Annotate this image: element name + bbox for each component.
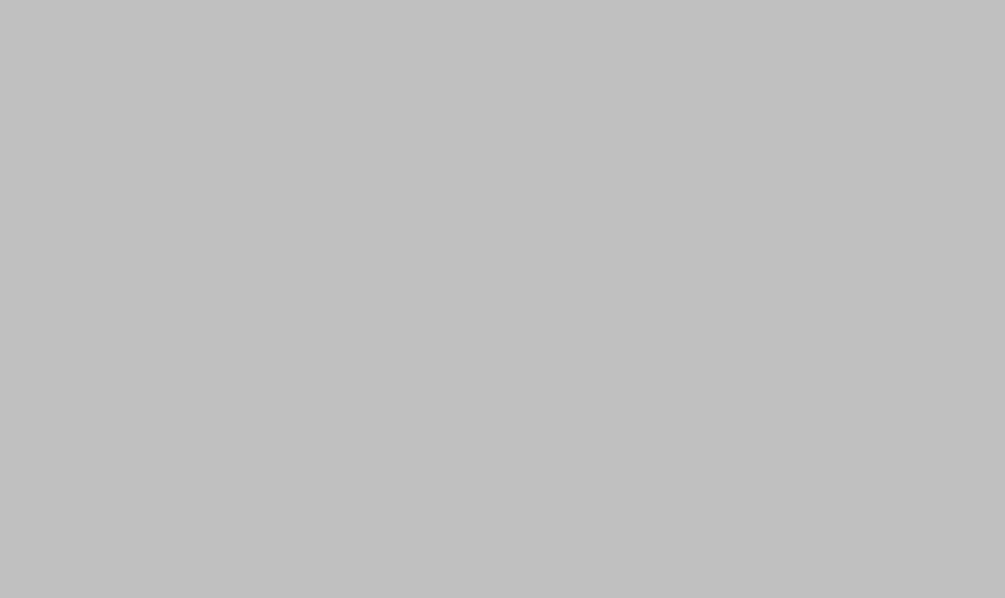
page-title [0, 0, 1005, 30]
